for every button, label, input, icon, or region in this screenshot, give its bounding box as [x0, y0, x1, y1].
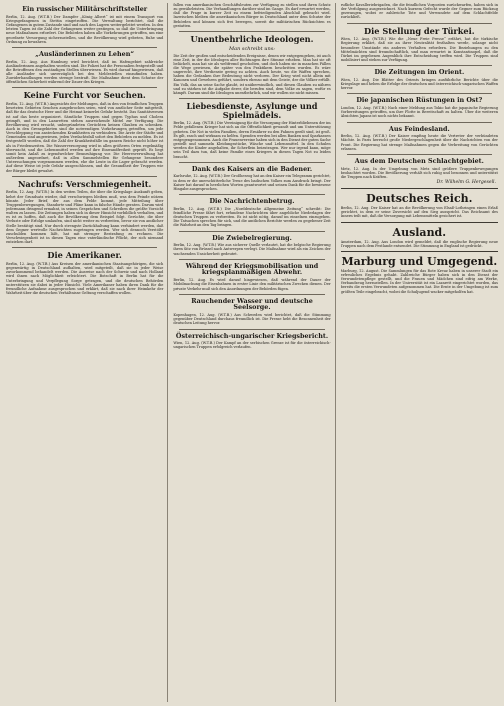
- article-body: Berlin, 12. Aug. (W.T.B.) Aus Kreisen der amerikanischen Staatsangehörigen, die sich gegenwärtig in Deutschland aufhalten, wird mitgeteilt, daß sie in jeder Weise zuvorkommend behandelt werden. Die Ausreise nach der Schweiz und nach Holland wird ihnen nach Möglichkeit erleichtert. Die Botschaft in Berlin hat für die Unterbringung und Verpflegung Sorge getragen, und die deutschen Behörden unterstützen sie dabei in jeder Hinsicht. Viele Amerikaner haben ihren Dank für die freundliche Aufnahme ausgesprochen und erklärt, daß sie nach ihrer Heimkehr der Wahrheit über die deutschen Verhältnisse Geltung verschaffen wollen.: [6, 261, 164, 296]
- section-title: Deutsches Reich.: [366, 192, 473, 206]
- column-right: [341, 3, 498, 702]
- column-container: [6, 3, 498, 702]
- divider: [347, 93, 492, 94]
- section-divider: [341, 222, 498, 223]
- article-signature: Dr. Wilhelm G. Hergesell.: [436, 180, 496, 186]
- article-headline: Aus Feindesland.: [388, 124, 450, 133]
- article-headline: Während der Kriegsmobilisation und kriegsplanmäßigen Abwehr.: [185, 261, 319, 277]
- article-body: Berlin, 12. Aug. (W.T.B.) Wie aus sicherer Quelle verlautet, hat die belgische Regierung ihren Sitz von Brüssel nach Antwerpen verlegt. Die Maßnahme wird als ein Zeichen der wachsenden Unsicherheit gedeutet.: [173, 243, 331, 256]
- divider: [179, 162, 324, 163]
- divider: [179, 231, 324, 232]
- section: [341, 255, 498, 294]
- article-body: Berlin, 12. Aug. (W.T.B.) Die Vereinigung für die Versorgung der Hinterbliebenen der im Felde gefallenen Krieger hat sich an die Öffentlichkeit gewandt und um Unterstützung gebeten. Die Not in vielen Familien, deren Ernährer zu den Fahnen geeilt sind, ist groß. Es gilt, rasch und wirksam zu helfen. Spenden werden bei allen Banken und Sparkassen entgegengenommen. Auch die Frauenvereine haben sich in den Dienst der guten Sache gestellt und sammeln Kleidungsstücke, Wäsche und Lebensmittel. In den Schulen werden die Kinder angehalten, ihr Scherflein beizutragen. Wer nur irgend kann, möge sein Teil dazu tun, daß keine Familie eines Kriegers in diesen Tagen Not zu leiden braucht.: [173, 121, 331, 159]
- article: [6, 251, 163, 295]
- article-headline: Keine Furcht vor Seuchen.: [23, 90, 146, 101]
- divider: [12, 47, 157, 48]
- article-headline: Dank des Kaisers an die Badener.: [191, 164, 313, 173]
- article: [173, 198, 330, 228]
- article-body: fallen von amerikanischen Geschäftsleuten zur Verfügung zu stellen und ihren Schutz zu gewährleisten. Die Verhandlungen darüber sind im Gange. Es darf erwartet werden, daß die Frage in kurzer Zeit zu einem befriedigenden Abschluß gebracht wird. Inzwischen bleiben die amerikanischen Bürger in Deutschland unter dem Schutze der Behörden und können sich frei bewegen, soweit die militärischen Rücksichten es gestatten.: [173, 3, 331, 28]
- article-body: Berlin, 12. Aug. (W.T.B.) Der Dampfer „König Albert“ ist mit einem Transport von Kriegsgefangenen in Stettin eingetroffen. Die Verwaltung berichtet, daß die Gefangenen in gutem Zustande sind und nach den Lagern weitergeleitet werden. In den letzten Tagen ist die Zahl der Gefangenen weiter gestiegen, so daß die Unterbringung neue Maßnahmen erfordert. Die Behörden haben alle Vorkehrungen getroffen, um eine geordnete Versorgung sicherzustellen, und die Bevölkerung wird gebeten, Ruhe und Ordnung zu bewahren.: [6, 14, 164, 44]
- article: [173, 263, 330, 291]
- article-subtitle: Man schreibt uns:: [229, 45, 275, 52]
- article: [6, 91, 163, 172]
- article: [173, 166, 330, 191]
- article-headline: Die Zwiebelregierung.: [212, 233, 292, 242]
- section-divider: [341, 251, 498, 252]
- divider: [347, 65, 492, 66]
- divider: [12, 176, 157, 177]
- divider: [12, 247, 157, 248]
- article: [6, 180, 163, 245]
- divider: [179, 259, 324, 260]
- article-headline: Die Nachrichtenbetrug.: [209, 197, 295, 206]
- article-headline: Aus dem Deutschen Schlachtgebiet.: [354, 156, 484, 165]
- article-headline: Rauchender Wasser und deutsche Seelsorge.: [191, 296, 313, 312]
- article-body: Amsterdam, 12. Aug. Aus London wird gemeldet, daß die englische Regierung neue Truppen nach dem Festlande entsendet. Die Stimmung in England ist gedrückt.: [340, 239, 498, 248]
- section-title: Ausland.: [392, 225, 447, 239]
- article-headline: Die Amerikaner.: [47, 250, 122, 261]
- article-body: rufliche Kavalleriebrigaden, die die feindlichen Vorposten zurückwarfen, haben sich in der Verfolgung ausgezeichnet. Nach kurzem Gefecht wurde der Gegner zum Rückzug gezwungen, wobei er zahlreiche Tote und Verwundete auf dem Schlachtfelde zurückließ.: [340, 3, 498, 20]
- article: [341, 3, 498, 20]
- article-body: Marburg, 12. August. Die Sammlungen für das Rote Kreuz haben in unserer Stadt ein erfreuliches Ergebnis gehabt. Zahlreiche Bürger haben sich in den Dienst der Verwundetenpflege gestellt, und die Frauen und Mädchen sind eifrig am Werke, Verbandzeug herzustellen. In der Universität ist ein Lazarett eingerichtet worden, das bereits die ersten Verwundeten aufgenommen hat. Die Ernte in der Umgebung ist zum größten Teile eingebracht, wobei die Schuljugend wacker mitgeholfen hat.: [340, 268, 498, 294]
- article: [6, 51, 163, 85]
- article-body: Die Zeit der großen und entscheidenden Ereignisse, denen wir entgegengehen, ist auch eine Zeit, in der die Ideologen aller Richtungen ihre Stimme erheben. Man hat sie oft belächelt, man hat sie als weltfremd gescholten, und doch haben sie in manchen Fällen die Wege gewiesen, die später von den Praktikern beschritten wurden. Es wäre ungerecht, ihre Verdienste gering zu achten. Auch heute, wo die Waffen sprechen, haben die Gedanken ihre Bedeutung nicht verloren. Der Krieg wird nicht allein mit Kanonen und Gewehren geführt, sondern ebenso mit dem Geiste, der die Völker erfüllt. Ein Volk, das an seine Sache glaubt, ist unüberwindlich, und diesen Glauben zu nähren und zu stärken ist die Aufgabe derer, die berufen sind, dem Volke zu sagen, wofür es kämpft. Darum sind die Ideologen unentbehrlich, und wir wollen sie nicht missen.: [173, 53, 331, 95]
- article-headline: Nachrufs: Verschmiegenheit.: [17, 178, 152, 189]
- article-body: Berlin, 12. Aug. Der Kaiser hat an die Bevölkerung von Elsaß-Lothringen einen Erlaß gerichtet, in dem er seine Zuversicht auf den Sieg ausspricht. Das Reichsamt des Innern teilt mit, daß die Versorgung mit Lebensmitteln gesichert ist.: [340, 206, 498, 219]
- article-body: London, 12. Aug. (W.T.B.) Nach einer Meldung aus Tokio hat die japanische Regierung Vorbereitungen getroffen, um ihre Flotte in Bereitschaft zu halten. Über die weiteren Absichten Japans ist noch nichts bekannt.: [340, 106, 498, 119]
- article: [341, 126, 498, 151]
- article: [173, 298, 330, 326]
- article: [341, 97, 498, 118]
- article-headline: Ein russischer Militärschriftsteller: [22, 5, 148, 13]
- article-headline: Die Stellung der Türkei.: [364, 25, 475, 36]
- column-left: [6, 3, 168, 702]
- article: [173, 3, 330, 28]
- article-headline: „Ausländerinnen zu Lehen“: [35, 49, 135, 58]
- article-headline: Liebesdienste, Asylunge und Spielmädels.: [186, 101, 318, 120]
- section: [341, 226, 498, 248]
- article: [6, 6, 163, 44]
- article: [173, 35, 330, 95]
- article-body: Wien, 12. Aug. Die Blätter des Orients bringen ausführliche Berichte über die Kriegslage und heben die Erfolge der deutschen und österreichisch-ungarischen Waffen hervor.: [340, 77, 498, 91]
- article: [173, 333, 330, 350]
- section-divider: [341, 188, 498, 189]
- divider: [179, 294, 324, 295]
- article-body: Wien, 12. Aug. (W.T.B.) Der Kampf an der serbischen Grenze ist für die österreichisch-ungarischen Truppen erfolgreich verlaufen.: [173, 341, 331, 350]
- column-middle: [173, 3, 335, 702]
- article-body: Berlin, 12. Aug. (W.T.B.) Der Kaiser empfing heute die Vertreter der verbündeten Mächte. In Paris herrscht große Niedergeschlagenheit über die Nachrichten von der Front. Die Regierung hat strenge Maßnahmen gegen die Verbreitung von Gerüchten erlassen.: [340, 134, 498, 151]
- article-headline: Unentbehrliche Ideologen.: [190, 33, 314, 44]
- article-headline: Österreichisch-ungarischer Kriegsbericht.: [175, 331, 329, 340]
- article-body: Berlin, 12. Aug. (W.T.B.) Angesichts der Meldungen, daß in den von feindlichen Truppen besetzten Gebieten Seuchen ausgebrochen seien, wird von amtlicher Seite mitgeteilt, daß für das deutsche Heer und die Heimat keinerlei Gefahr besteht. Das Sanitätswesen ist auf das beste organisiert. Sämtliche Truppen sind gegen Typhus und Cholera geimpft, und in den Lazaretten stehen ausreichende Mittel zur Verfügung. Die Bevölkerung wird ersucht, unbegründeten Gerüchten keinen Glauben zu schenken. Auch in den Grenzgebieten sind die notwendigen Vorkehrungen getroffen, um jede Verschleppung von ansteckenden Krankheiten zu verhindern. Die Ärzte der Städte und Gemeinden sind angewiesen, jeden Verdachtsfall sofort den Behörden zu melden. Es ist festgestellt worden, daß die Zahl der Krankheitsfälle im ganzen Reiche nicht höher ist als in Friedenszeiten. Die Wasserversorgung wird in allen größeren Orten regelmäßig überwacht, und die Lebensmittel werden auf ihre Einwandfreiheit geprüft. Es liegt somit kein Anlaß zu irgendwelcher Beunruhigung vor. Die Heeresverwaltung hat außerdem angeordnet, daß in allen Sammelstellen für Gefangene besondere Untersuchungen vorgenommen werden, ehe die Leute in die Lager gebracht werden. Auf diese Weise ist jede Gefahr ausgeschlossen, und die Gesundheit der Truppen wie der Bürger bleibt gewahrt.: [6, 102, 164, 173]
- article-body: Metz, 12. Aug. In der Umgebung von Metz sind größere Truppenbewegungen beobachtet worden. Die Bevölkerung verhält sich ruhig und besonnen und unterstützt die Truppen nach Kräften.: [340, 166, 498, 179]
- article-body: Kopenhagen, 12. Aug. (W.T.B.) Aus Schweden wird berichtet, daß die Stimmung gegenüber Deutschland durchaus freundlich ist. Die Presse hebt die Besonnenheit der deutschen Leitung hervor.: [173, 313, 331, 326]
- divider: [347, 154, 492, 155]
- article: [173, 235, 330, 256]
- article: [341, 27, 498, 63]
- divider: [179, 329, 324, 330]
- divider: [347, 122, 492, 123]
- article: [341, 69, 498, 90]
- article-body: Wien, 12. Aug. (W.T.B.) Wie die „Neue Freie Presse“ erfährt, hat die türkische Regierung erklärt, daß sie an ihrer Neutralität festhalten werde, solange nicht besondere Umstände ein anderes Verhalten erfordern. Die Beziehungen zu den Mittelmächten sind freundschaftlich, und man erwartet in Konstantinopel, daß die Türkei im gegebenen Augenblick ihre Entscheidung treffen wird. Die Truppen sind mobilisiert und stehen zur Verfügung.: [340, 37, 498, 63]
- divider: [179, 98, 324, 99]
- article-headline: Die Zeitungen im Orient.: [374, 68, 465, 77]
- divider: [347, 23, 492, 24]
- article-body: Berlin, 12. Aug. Es wird darauf hingewiesen, daß während der Dauer der Mobilmachung die Eisenbahnen in erster Linie den militärischen Zwecken dienen. Der private Verkehr muß sich den Anordnungen der Behörden fügen.: [173, 278, 331, 291]
- divider: [12, 87, 157, 88]
- divider: [179, 31, 324, 32]
- article-body: Berlin, 12. Aug. Aus Hamburg wird berichtet, daß im Hafengebiet zahlreiche Ausländerinnen angehalten worden sind. Die Polizei hat die Personalien festgestellt und die Betroffenen den zuständigen Stellen überwiesen. Es wird darauf hingewiesen, daß alle Ausländer sich unverzüglich bei den Meldestellen einzufinden haben. Zuwiderhandlungen werden strenge bestraft. Die Maßnahme dient dem Schutze der öffentlichen Sicherheit während der Dauer des Krieges.: [6, 59, 164, 85]
- article: [341, 158, 498, 185]
- article-headline: Die japanischen Rüstungen in Ost?: [356, 96, 483, 105]
- section: [341, 192, 498, 218]
- divider: [179, 194, 324, 195]
- article-body: Karlsruhe, 12. Aug. (W.T.B.) Der Großherzog hat an den Kaiser ein Telegramm gerichtet, in dem er die unerschütterliche Treue des badischen Volkes zum Ausdruck bringt. Der Kaiser hat darauf in herzlichen Worten geantwortet und seinen Dank für die bewiesene Hingabe ausgesprochen.: [173, 174, 331, 191]
- article-body: Berlin, 12. Aug. (W.T.B.) Die „Norddeutsche Allgemeine Zeitung“ schreibt: Die feindliche Presse fährt fort, erfundene Nachrichten über angebliche Niederlagen der deutschen Truppen zu verbreiten. Es ist nicht nötig, darauf im einzelnen einzugehen. Die Tatsachen sprechen für sich, und die amtlichen Berichte werden zu gegebener Zeit die Wahrheit an den Tag bringen.: [173, 206, 331, 228]
- section-title: Marburg und Umgegend.: [341, 254, 498, 268]
- article: [173, 102, 330, 159]
- article-body: Berlin, 12. Aug. (W.T.B.) In den weiten Teilen, die über die Kriegslage Auskunft geben, kehrt der Grundsatz wieder, daß verschwiegen bleiben muß, was dem Feinde nützen könnte. Jeder Brief, der aus dem Felde kommt, jede Mitteilung über Truppenbewegungen, Standorte und Pläne kann in falsche Hände geraten. Darum wird jedermann dringend ermahnt, in seinen Gesprächen und Schreiben die größte Vorsicht walten zu lassen. Die Zeitungen haben sich in dieser Hinsicht vorbildlich verhalten, und es ist zu hoffen, daß auch die Bevölkerung dem Beispiel folgt. Gerüchte, die über Verluste oder Erfolge umlaufen, sind nicht weiter zu verbreiten, bevor sie von amtlicher Stelle bestätigt sind. Nur durch strengste Zurückhaltung kann verhindert werden, daß dem Gegner wertvolle Nachrichten zugetragen werden. Wer sich dennoch Verstöße zuschulden kommen läßt, hat mit strenger Bestrafung zu rechnen. Die Verschwiegenheit ist in diesen Tagen eine vaterländische Pflicht, der sich niemand entziehen darf.: [6, 190, 164, 245]
